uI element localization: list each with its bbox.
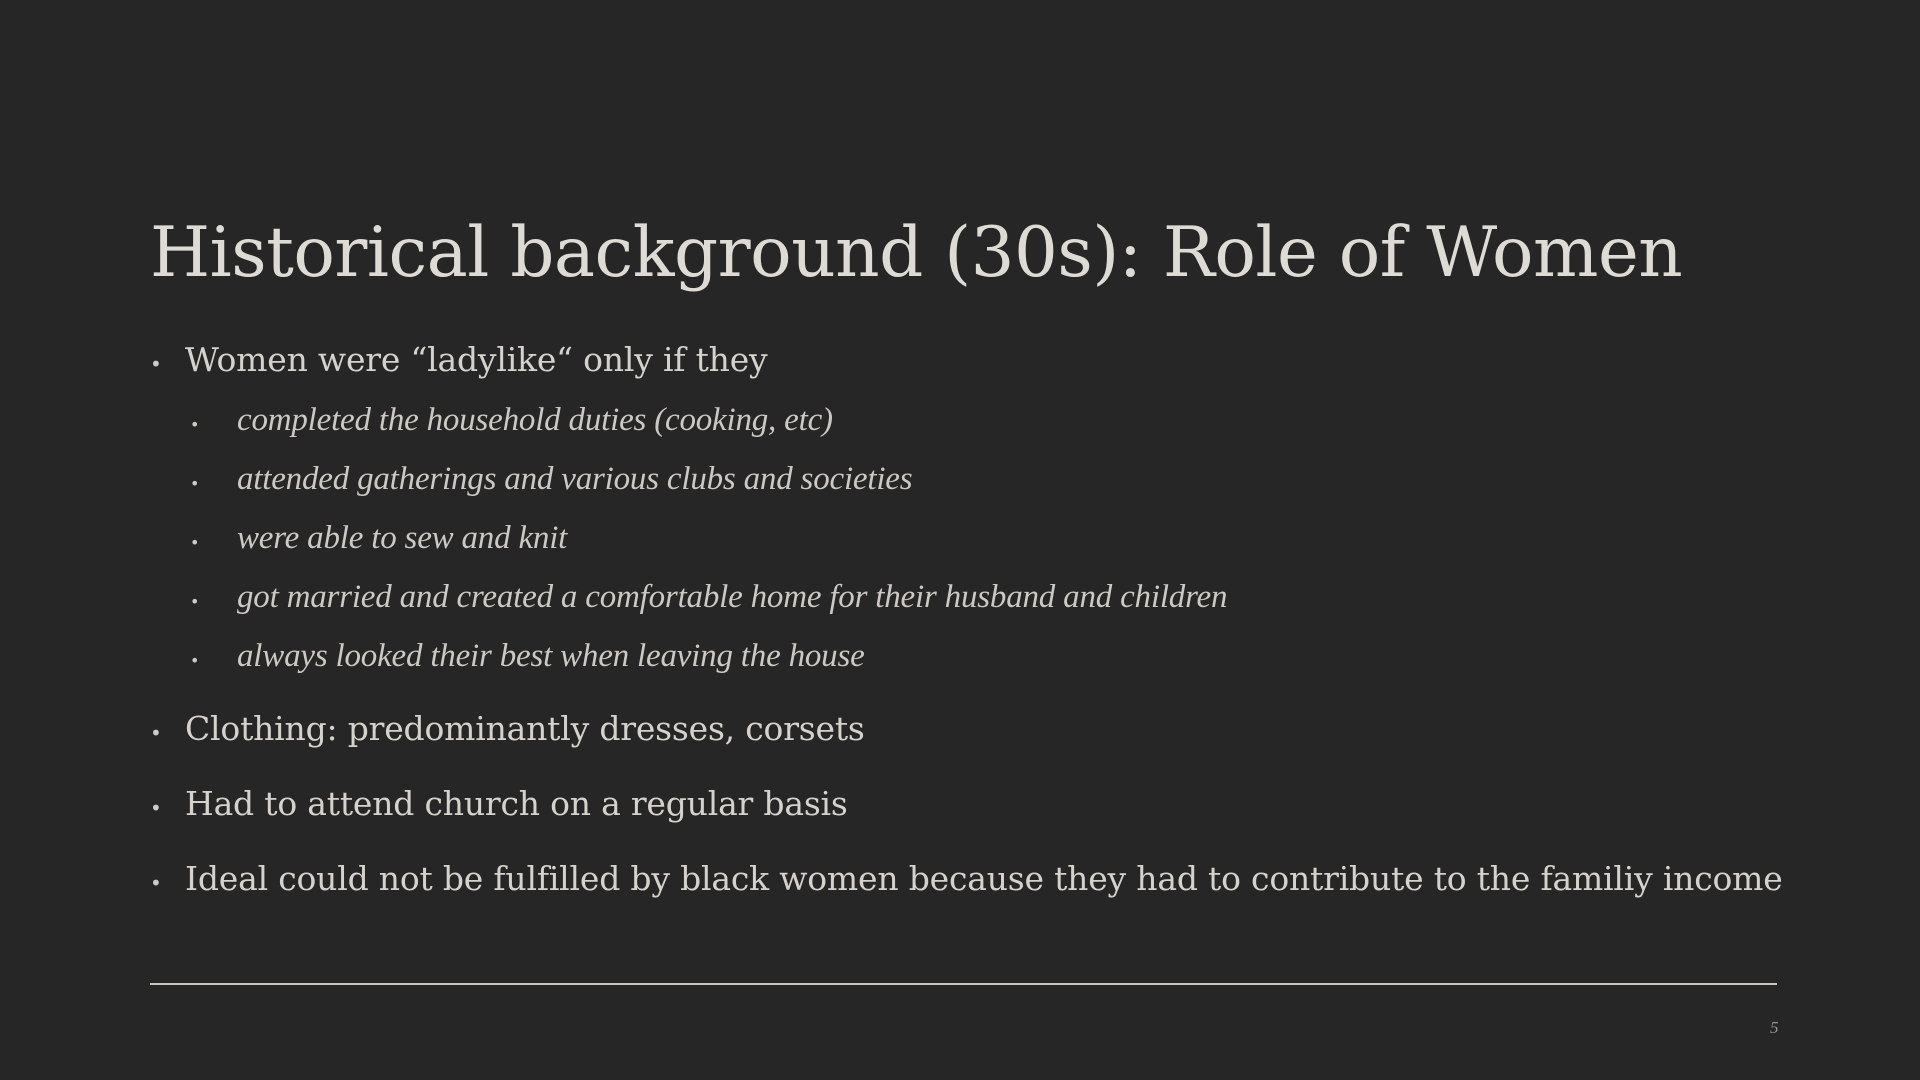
sub-bullet-text: got married and created a comfortable home for their husband and children — [237, 579, 1228, 615]
bullet-icon: • — [150, 871, 162, 895]
bullet-text: Women were “ladylike“ only if they — [185, 340, 768, 379]
bullet-item — [150, 709, 865, 748]
sub-bullet-item — [190, 638, 865, 675]
sub-bullet-item — [190, 579, 1227, 616]
sub-bullet-text: were able to sew and knit — [237, 520, 568, 556]
bullet-item — [150, 859, 1783, 898]
bullet-icon: • — [190, 533, 200, 552]
bullet-item — [150, 784, 848, 823]
bullet-text: Had to attend church on a regular basis — [185, 784, 848, 823]
bullet-icon: • — [190, 474, 200, 493]
sub-bullet-item — [190, 461, 912, 498]
bullet-item — [150, 340, 768, 379]
bullet-icon: • — [150, 721, 162, 745]
page-number: 5 — [1770, 1018, 1779, 1037]
bullet-text: Ideal could not be fulfilled by black women because they had to contribute to the familiy income — [185, 859, 1783, 898]
bullet-icon: • — [150, 352, 162, 376]
sub-bullet-item — [190, 402, 833, 439]
bullet-icon: • — [190, 651, 200, 670]
bullet-icon: • — [150, 796, 162, 820]
footer-divider — [150, 983, 1777, 985]
bullet-icon: • — [190, 592, 200, 611]
sub-bullet-text: attended gatherings and various clubs and societies — [237, 461, 913, 497]
bullet-icon: • — [190, 415, 200, 434]
bullet-text: Clothing: predominantly dresses, corsets — [185, 709, 865, 748]
sub-bullet-text: always looked their best when leaving the house — [237, 638, 865, 674]
sub-bullet-text: completed the household duties (cooking, etc) — [237, 402, 833, 438]
sub-bullet-item — [190, 520, 567, 557]
slide-title: Historical background (30s): Role of Women — [150, 213, 1683, 293]
